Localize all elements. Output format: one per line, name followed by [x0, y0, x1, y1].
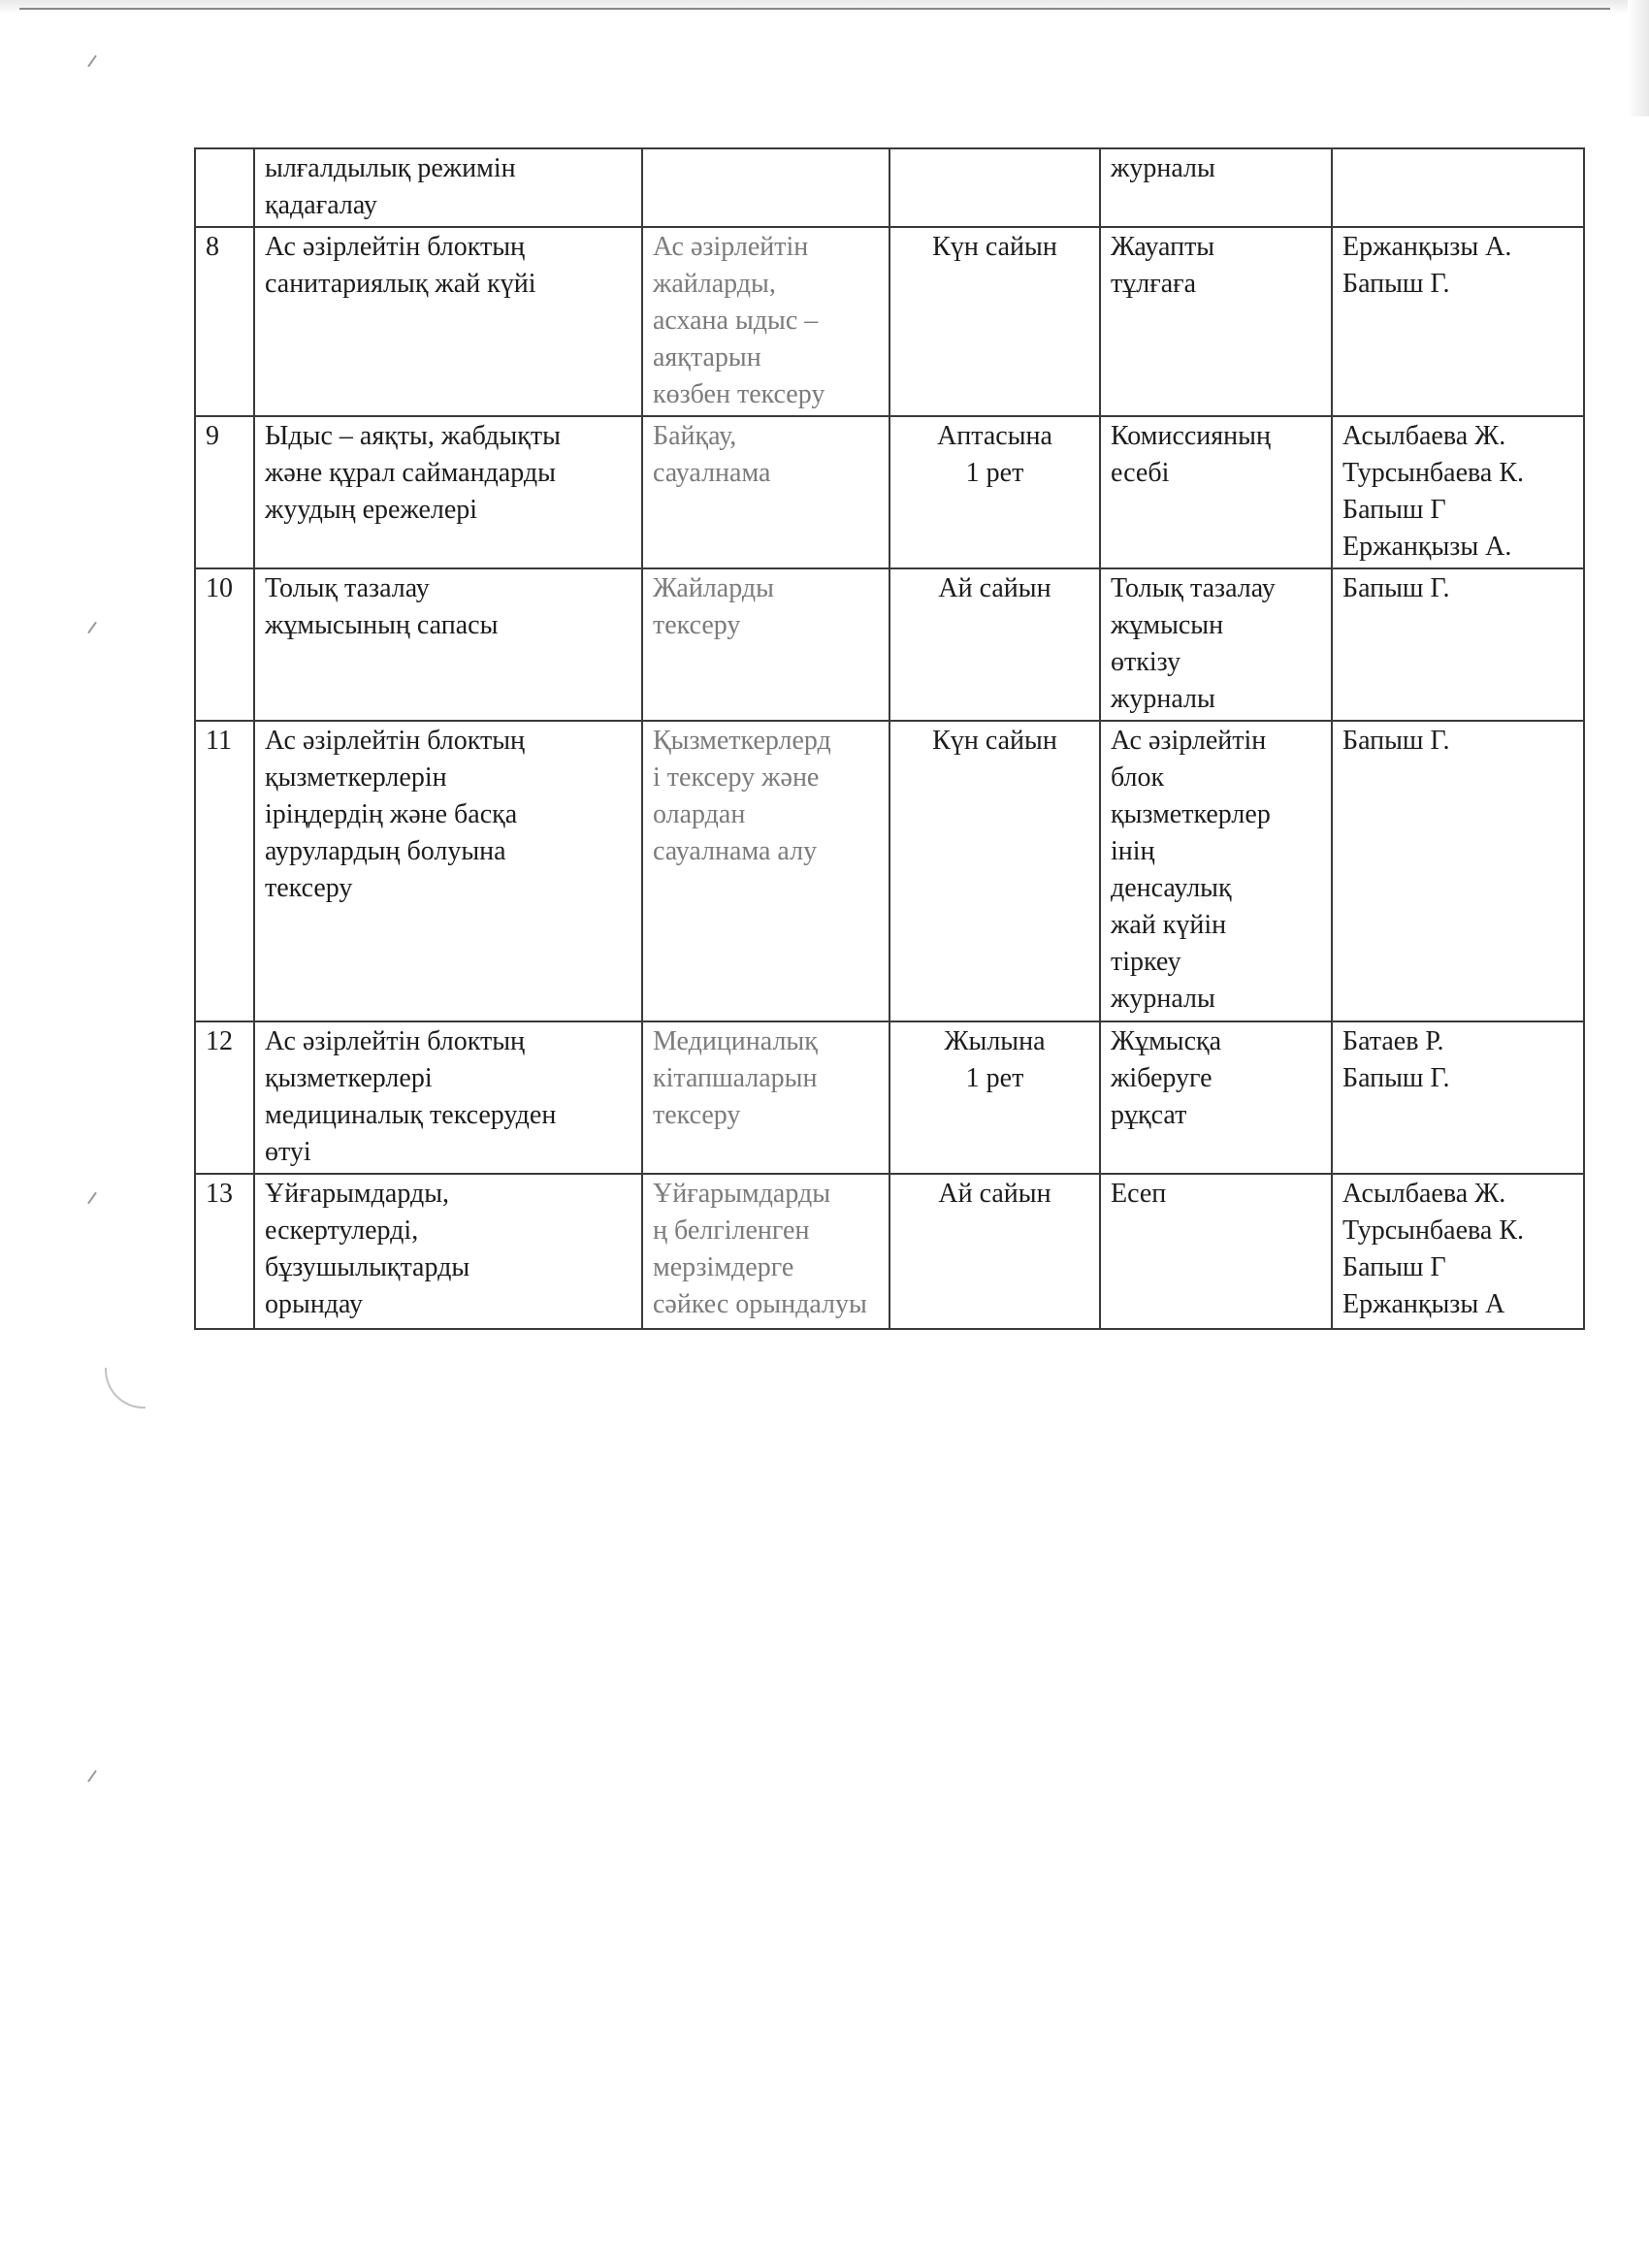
cell-text-line: тексеру [653, 1100, 741, 1130]
row-number-cell [195, 416, 254, 568]
cell-text-line: Бапыш Г. [1342, 269, 1450, 299]
cell-text-line: Бапыш Г. [1342, 1063, 1450, 1093]
cell-text-line: Бапыш Г. [1342, 726, 1450, 756]
cell-text-line: Ас әзірлейтін блоктың [265, 1026, 526, 1056]
inspection-method-cell [642, 568, 889, 721]
cell-text-line: жайларды, [653, 269, 776, 299]
cell-text-line: кітапшаларын [653, 1063, 818, 1093]
cell-text-line: інің [1111, 836, 1155, 866]
inspection-item-cell [254, 416, 642, 568]
row-number-cell [195, 1174, 254, 1329]
cell-text-line: Толық тазалау [265, 573, 430, 603]
cell-text-line: Турсынбаева К. [1342, 458, 1524, 488]
scan-mark [87, 622, 97, 634]
record-document-cell [1100, 1174, 1332, 1329]
cell-text-line: Медициналық [653, 1026, 818, 1056]
cell-text-line: орындау [265, 1289, 364, 1319]
cell-text-line: Күн сайын [932, 232, 1057, 262]
cell-text: 13 [206, 1179, 233, 1209]
cell-text: 11 [206, 726, 232, 756]
cell-text-line: журналы [1111, 684, 1215, 714]
cell-text-line: және құрал саймандарды [265, 458, 556, 488]
table-row [195, 568, 1584, 721]
scan-fold-mark [105, 1368, 146, 1409]
cell-text-line: Асылбаева Ж. [1342, 421, 1506, 451]
cell-text-line: жуудың ережелері [265, 495, 478, 525]
cell-text-line: Ержанқызы А. [1342, 232, 1512, 262]
scan-mark [87, 55, 97, 68]
cell-text-line: Жауапты [1111, 232, 1215, 262]
cell-text-line: асхана ыдыс – [653, 306, 819, 336]
responsible-persons-cell [1332, 568, 1584, 721]
cell-text-line: Бапыш Г [1342, 495, 1446, 525]
cell-text-line: қызметкерлерін [265, 762, 447, 793]
cell-text-line: Ай сайын [938, 573, 1051, 603]
frequency-cell [889, 1021, 1100, 1174]
row-number-cell [195, 227, 254, 416]
scan-right-edge [1628, 0, 1649, 116]
cell-text-line: Ержанқызы А. [1342, 532, 1512, 562]
table-row [195, 148, 1584, 227]
cell-text-line: есебі [1111, 458, 1170, 488]
cell-text-line: көзбен тексеру [653, 379, 825, 409]
responsible-persons-cell [1332, 227, 1584, 416]
frequency-cell [889, 1174, 1100, 1329]
cell-text-line: Ай сайын [938, 1179, 1051, 1209]
inspection-item-cell [254, 1021, 642, 1174]
cell-text-line: қадағалау [265, 190, 377, 220]
cell-text-line: Жылына [944, 1026, 1046, 1056]
record-document-cell [1100, 148, 1332, 227]
row-number-cell [195, 721, 254, 1021]
cell-text-line: жұмысының сапасы [265, 610, 499, 640]
frequency-cell [889, 568, 1100, 721]
inspection-method-cell [642, 721, 889, 1021]
cell-text-line: сауалнама алу [653, 836, 818, 866]
inspection-method-cell [642, 416, 889, 568]
cell-text-line: Толық тазалау [1111, 573, 1276, 603]
cell-text-line: жіберуге [1111, 1063, 1212, 1093]
inspection-method-cell [642, 1021, 889, 1174]
table-body [195, 148, 1584, 1329]
inspection-item-cell [254, 568, 642, 721]
cell-text-line: Күн сайын [932, 726, 1057, 756]
cell-text-line: Ас әзірлейтін блоктың [265, 232, 526, 262]
cell-text-line: і тексеру және [653, 762, 820, 793]
cell-text-line: бұзушылықтарды [265, 1252, 470, 1282]
cell-text-line: Жұмысқа [1111, 1026, 1222, 1056]
frequency-cell [889, 148, 1100, 227]
inspection-method-cell [642, 227, 889, 416]
cell-text-line: Ас әзірлейтін [1111, 726, 1267, 756]
cell-text: 9 [206, 421, 219, 451]
cell-text-line: аурулардың болуына [265, 836, 506, 866]
cell-text-line: іріңдердің және басқа [265, 799, 518, 829]
responsible-persons-cell [1332, 721, 1584, 1021]
cell-text-line: Бапыш Г [1342, 1252, 1446, 1282]
cell-text-line: сауалнама [653, 458, 771, 488]
table-row [195, 1021, 1584, 1174]
control-plan-table [194, 147, 1585, 1330]
scan-top-edge [0, 0, 1649, 14]
inspection-item-cell [254, 227, 642, 416]
cell-text-line: қызметкерлер [1111, 799, 1271, 829]
table-row [195, 1174, 1584, 1329]
cell-text-line: Аптасына [937, 421, 1052, 451]
cell-text-line: Ыдыс – аяқты, жабдықты [265, 421, 561, 451]
cell-text-line: мерзімдерге [653, 1252, 794, 1282]
inspection-method-cell [642, 1174, 889, 1329]
cell-text-line: өтуі [265, 1137, 311, 1167]
cell-text-line: медициналық тексеруден [265, 1100, 557, 1130]
table-row [195, 721, 1584, 1021]
cell-text-line: Турсынбаева К. [1342, 1215, 1524, 1246]
cell-text-line: Ұйғарымдарды [653, 1179, 831, 1209]
cell-text-line: журналы [1111, 153, 1215, 183]
cell-text-line: Ержанқызы А [1342, 1289, 1505, 1319]
cell-text-line: Комиссияның [1111, 421, 1271, 451]
inspection-method-cell [642, 148, 889, 227]
cell-text-line: тексеру [653, 610, 741, 640]
cell-text-line: Ас әзірлейтін блоктың [265, 726, 526, 756]
responsible-persons-cell [1332, 1021, 1584, 1174]
cell-text-line: Байқау, [653, 421, 737, 451]
cell-text-line: 1 рет [965, 458, 1024, 488]
cell-text-line: ескертулерді, [265, 1215, 419, 1246]
cell-text-line: Батаев Р. [1342, 1026, 1444, 1056]
cell-text-line: қызметкерлері [265, 1063, 433, 1093]
inspection-item-cell [254, 1174, 642, 1329]
row-number-cell [195, 568, 254, 721]
record-document-cell [1100, 721, 1332, 1021]
cell-text-line: Есеп [1111, 1179, 1167, 1209]
responsible-persons-cell [1332, 1174, 1584, 1329]
cell-text-line: Бапыш Г. [1342, 573, 1450, 603]
record-document-cell [1100, 227, 1332, 416]
cell-text-line: ң белгіленген [653, 1215, 810, 1246]
cell-text-line: блок [1111, 762, 1165, 793]
row-number-cell [195, 1021, 254, 1174]
responsible-persons-cell [1332, 416, 1584, 568]
cell-text-line: тіркеу [1111, 947, 1181, 977]
responsible-persons-cell [1332, 148, 1584, 227]
cell-text: 10 [206, 573, 233, 603]
cell-text-line: Ас әзірлейтін [653, 232, 809, 262]
cell-text-line: санитариялық жай күйі [265, 269, 536, 299]
scan-top-line [19, 8, 1610, 10]
cell-text-line: Жайларды [653, 573, 774, 603]
cell-text-line: рұқсат [1111, 1100, 1187, 1130]
frequency-cell [889, 721, 1100, 1021]
frequency-cell [889, 416, 1100, 568]
row-number-cell [195, 148, 254, 227]
cell-text-line: олардан [653, 799, 746, 829]
record-document-cell [1100, 1021, 1332, 1174]
record-document-cell [1100, 568, 1332, 721]
scan-mark [87, 1192, 97, 1205]
inspection-item-cell [254, 721, 642, 1021]
cell-text-line: өткізу [1111, 647, 1181, 677]
cell-text-line: Асылбаева Ж. [1342, 1179, 1506, 1209]
cell-text: 8 [206, 232, 219, 262]
cell-text-line: 1 рет [965, 1063, 1024, 1093]
scan-mark [87, 1770, 97, 1783]
cell-text-line: аяқтарын [653, 342, 761, 373]
table-row [195, 227, 1584, 416]
inspection-item-cell [254, 148, 642, 227]
cell-text-line: ылғалдылық режимін [265, 153, 516, 183]
record-document-cell [1100, 416, 1332, 568]
cell-text-line: сәйкес орындалуы [653, 1289, 867, 1319]
cell-text: 12 [206, 1026, 233, 1056]
cell-text-line: журналы [1111, 984, 1215, 1014]
cell-text-line: Қызметкерлерд [653, 726, 831, 756]
cell-text-line: тексеру [265, 873, 353, 903]
cell-text-line: Ұйғарымдарды, [265, 1179, 450, 1209]
table-row [195, 416, 1584, 568]
frequency-cell [889, 227, 1100, 416]
cell-text-line: жай күйін [1111, 910, 1227, 940]
cell-text-line: тұлғаға [1111, 269, 1197, 299]
cell-text-line: жұмысын [1111, 610, 1224, 640]
cell-text-line: денсаулық [1111, 873, 1232, 903]
